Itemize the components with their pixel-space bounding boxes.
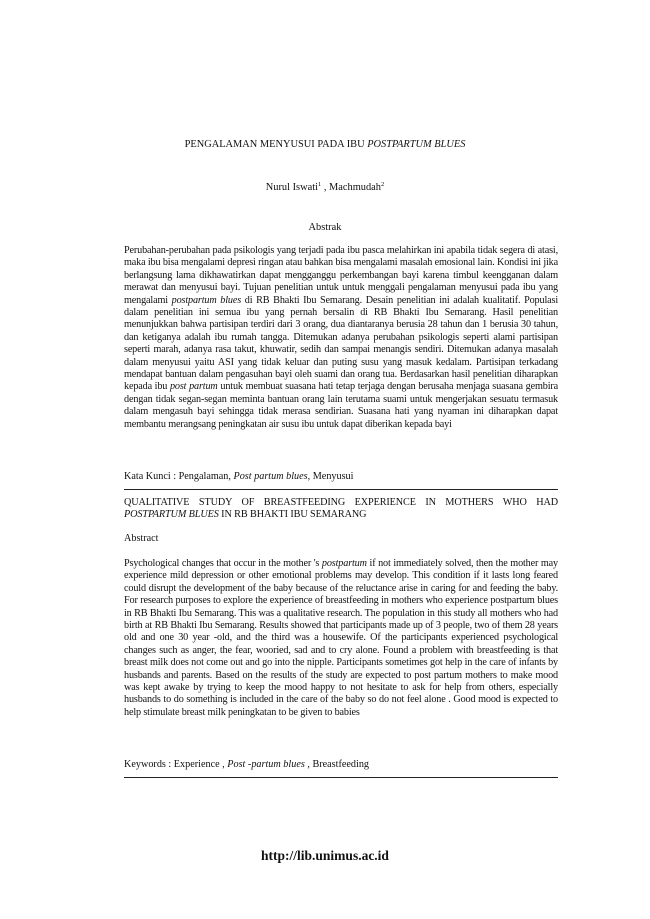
english-title-italic: POSTPARTUM BLUES [124, 509, 219, 521]
abstract-italic-term: post partum [169, 381, 218, 393]
english-title-text: IN RB BHAKTI IBU SEMARANG [218, 509, 367, 521]
abstract-text: Perubahan-perubahan pada psikologis yang terjadi pada ibu pasca melahirkan ini apabila tidak segera di atasi, maka ibu bisa mengalami depresi ringan atau bahkan bisa mengalami masalah emosional lain. Kondisi ini jika berlangsung lama dikhawatirkan dapat mengganggu perkembangan bayi karena timbul keengganan dalam merawat dan menyusui bayi. Tujuan penelitian untuk untuk menggali pengalaman menyusui pada ibu yang mengalami [124, 245, 558, 306]
divider-rule [124, 489, 558, 490]
english-keywords-line [124, 759, 558, 770]
english-keywords-label: Keywords : Experience , [124, 759, 228, 770]
abstract-body [124, 245, 558, 431]
abstract-text: di RB Bhakti Ibu Semarang. Desain penelitian ini adalah kualitatif. Populasi dalam penelitian ini semua ibu yang pernah bersalin di RB Bhakti Ibu Semarang. Hasil penelitian menunjukkan bahwa partisipan terdiri dari 3 orang, dua diantaranya berusia 28 tahun dan 1 berusia 30 tahun, dan ketiganya adalah ibu rumah tangga. Ditemukan adanya perubahan psikologis seperti alami partisipan seperti marah, adanya rasa takut, khuwatir, sedih dan sampai menangis sendiri. Ditemukan adanya masalah dalam menyusui yaitu ASI yang tidak keluar dan puting susu yang masuk kedalam. Partisipan terkadang mendapat bantuan dalam pengasuhan bayi oleh suami dan orang tua. Berdasarkan hasil penelitian diharapkan kepada ibu [124, 294, 558, 393]
keywords-line [124, 471, 558, 482]
english-abstract-text: Psychological changes that occur in the mother 's [124, 558, 322, 569]
author-name: Machmudah [329, 182, 381, 193]
divider-rule [124, 777, 558, 778]
keywords-rest: , Menyusui [307, 471, 354, 482]
keywords-label: Kata Kunci : Pengalaman, [124, 471, 234, 482]
author-separator: , [321, 182, 330, 193]
paper-title-italic: POSTPARTUM BLUES [367, 139, 466, 150]
author-name: Nurul Iswati [265, 182, 318, 193]
abstract-italic-term: postpartum blues [171, 294, 242, 306]
english-abstract-body [124, 558, 558, 719]
abstract-heading: Abstrak [308, 222, 342, 233]
footer-url[interactable]: http://lib.unimus.ac.id [261, 848, 389, 863]
english-title [124, 497, 558, 522]
english-abstract-italic-term: postpartum [321, 558, 367, 569]
author-affiliation-mark: 2 [380, 181, 385, 188]
paper-title [0, 139, 650, 150]
english-title-text: QUALITATIVE STUDY OF BREASTFEEDING EXPERIENCE IN MOTHERS WHO HAD [124, 497, 558, 508]
author-affiliation-mark: 1 [317, 181, 322, 188]
author-line [0, 181, 650, 193]
english-abstract-heading: Abstract [124, 533, 159, 544]
english-keyword-italic: Post -partum blues [227, 759, 305, 770]
english-abstract-text: if not immediately solved, then the mother may experience mild depression or other emotional problems may develop. This condition if it lasts long feared could disrupt the development of the baby because of the reluctance arise in caring for and feeding the baby. For research purposes to explore the experience of breastfeeding in mothers who experience postpartum blues in RB Bhakti Ibu Semarang. This was a qualitative research. The population in this study all mothers who had birth at RB Bhakti Ibu Semarang. Results showed that participants made up of 3 people, two of them 28 years old and one 30 year -old, and the third was a housewife. Of the participants experienced psychological changes such as anger, the fear, wooried, sad and to cry alone. Found a problem with breastfeeding is that breast milk does not come out and go into the nipple. Participants sometimes got help in the care of infants by husbands and parents. Based on the results of the study are expected to post partum mothers to make mood was kept awake by trying to keep the mood happy to not hesitate to ask for help from others, especially husbands to do something is included in the care of the baby so do not feel alone . Good mood is expected to help stimulate breast milk peningkatan to be given to babies [124, 558, 558, 718]
english-keywords-rest: , Breastfeeding [304, 759, 370, 770]
abstract-text: untuk membuat suasana hati tetap terjaga dengan berusaha menjaga suasana gembira dengan tidak segan-segan meminta bantuan orang lain terutama suami untuk mengerjakan sesuatu termasuk dalam mengasuh bayi sehingga tidak merasa sendirian. Suasana hati yang nyaman ini diharapkan dapat membantu merangsang peningkatan air susu ibu untuk dapat diberikan kepada bayi [124, 381, 558, 430]
keyword-italic: Post partum blues [233, 471, 308, 482]
paper-title-text: PENGALAMAN MENYUSUI PADA IBU [184, 139, 368, 150]
